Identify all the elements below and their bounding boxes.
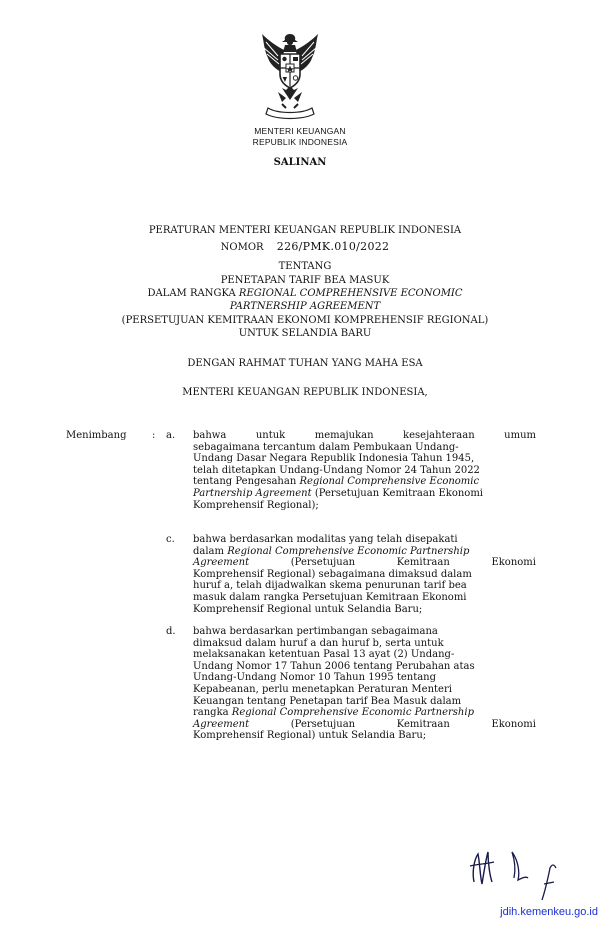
- text-line: Undang-Undang Nomor 10 Tahun 1995 tentang: [193, 672, 437, 684]
- text-line: melaksanakan ketentuan Pasal 13 ayat (2) Undang-: [193, 649, 455, 661]
- nomor-value: 226/PMK.010/2022: [276, 240, 390, 253]
- text-italic: Agreement: [193, 718, 250, 730]
- text-line: bahwa berdasarkan modalitas yang telah disepakati: [193, 534, 458, 545]
- text-line: huruf a, telah dijadwalkan skema penurunan tarif bea: [193, 580, 467, 592]
- text-line: [193, 430, 536, 442]
- footer-website-link[interactable]: jdih.kemenkeu.go.id: [500, 906, 598, 918]
- text-line: Komprehensif Regional) sebagaimana dimaksud dalam: [193, 568, 472, 580]
- text-run: rangka: [193, 707, 232, 719]
- subject-line-4: (PERSETUJUAN KEMITRAAN EKONOMI KOMPREHENSIF REGIONAL): [121, 315, 489, 326]
- text-line: [193, 476, 536, 488]
- subject-italic-2: PARTNERSHIP AGREEMENT: [229, 301, 381, 312]
- subject-prefix: DALAM RANGKA: [147, 288, 239, 299]
- item-letter: c.: [166, 534, 175, 545]
- text-line: Kepabeanan, perlu menetapkan Peraturan Menteri: [193, 683, 452, 695]
- text-line: [193, 707, 536, 719]
- text-line: sebagaimana tercantum dalam Pembukaan Undang-: [193, 441, 459, 453]
- text-run: Kemitraan: [396, 718, 450, 730]
- text-line: Keuangan tentang Penetapan tarif Bea Masuk dalam: [193, 695, 462, 707]
- subject-line-5: UNTUK SELANDIA BARU: [238, 328, 372, 339]
- text-line: Undang Dasar Negara Republik Indonesia Tahun 1945,: [193, 453, 475, 465]
- menimbang-label: Menimbang: [66, 430, 127, 441]
- item-letter: d.: [166, 626, 176, 637]
- text-italic: Regional Comprehensive Economic Partnership: [231, 707, 474, 719]
- text-line: telah ditetapkan Undang-Undang Nomor 24 Tahun 2022: [193, 464, 480, 476]
- subject-line-1: PENETAPAN TARIF BEA MASUK: [220, 275, 390, 286]
- text-line: [193, 546, 536, 558]
- text-run: dalam: [193, 545, 228, 557]
- text-line: bahwa berdasarkan pertimbangan sebagaimana: [193, 626, 438, 637]
- blessing-line: DENGAN RAHMAT TUHAN YANG MAHA ESA: [187, 358, 423, 369]
- text-line: Undang Nomor 17 Tahun 2006 tentang Perubahan atas: [193, 660, 475, 672]
- subject-line-3: [60, 301, 550, 313]
- text-line: [193, 719, 536, 731]
- subject-line-2: [60, 288, 550, 300]
- text-line: masuk dalam rangka Persetujuan Kemitraan Ekonomi: [193, 591, 467, 603]
- item-body: [193, 626, 536, 742]
- text-line: Komprehensif Regional);: [193, 499, 319, 511]
- text-run: tentang Pengesahan: [193, 476, 300, 488]
- garuda-pancasila-emblem-icon: [258, 28, 322, 124]
- text-line: [193, 557, 536, 569]
- text-italic: Agreement: [193, 557, 250, 569]
- text-run: (Persetujuan Kemitraan Ekonomi: [311, 487, 483, 499]
- tentang-heading: TENTANG: [278, 261, 332, 272]
- handwritten-initials-icon: [462, 842, 572, 912]
- menimbang-colon: :: [152, 430, 156, 441]
- text-line: dimaksud dalam huruf a dan huruf b, serta untuk: [193, 637, 444, 649]
- text-line: [193, 488, 536, 500]
- text-italic: Regional Comprehensive Economic: [299, 476, 480, 488]
- text-line: Komprehensif Regional) untuk Selandia Baru;: [193, 730, 427, 742]
- text-run: Ekonomi: [491, 718, 536, 730]
- text-run: bahwa untuk memajukan kesejahteraan umum: [193, 430, 536, 441]
- copy-stamp: SALINAN: [273, 157, 327, 168]
- minister-line: MENTERI KEUANGAN REPUBLIK INDONESIA,: [182, 387, 428, 398]
- text-italic: Regional Comprehensive Economic Partnership: [227, 545, 470, 557]
- nomor-label: NOMOR: [220, 242, 264, 253]
- regulation-number: [60, 240, 550, 253]
- ministry-name: MENTERI KEUANGAN: [254, 126, 346, 136]
- text-line: Komprehensif Regional untuk Selandia Baru;: [193, 603, 423, 615]
- item-letter: a.: [166, 430, 176, 441]
- text-run: Ekonomi: [491, 557, 536, 569]
- text-run: Kemitraan: [396, 557, 450, 569]
- text-run: (Persetujuan: [290, 718, 356, 730]
- item-body: [193, 534, 536, 615]
- text-run: (Persetujuan: [290, 557, 356, 569]
- subject-italic-1: REGIONAL COMPREHENSIVE ECONOMIC: [238, 288, 463, 299]
- regulation-title: PERATURAN MENTERI KEUANGAN REPUBLIK INDONESIA: [148, 225, 462, 236]
- item-body: [193, 430, 536, 511]
- ministry-country: REPUBLIK INDONESIA: [252, 137, 348, 147]
- text-italic: Partnership Agreement: [193, 487, 312, 499]
